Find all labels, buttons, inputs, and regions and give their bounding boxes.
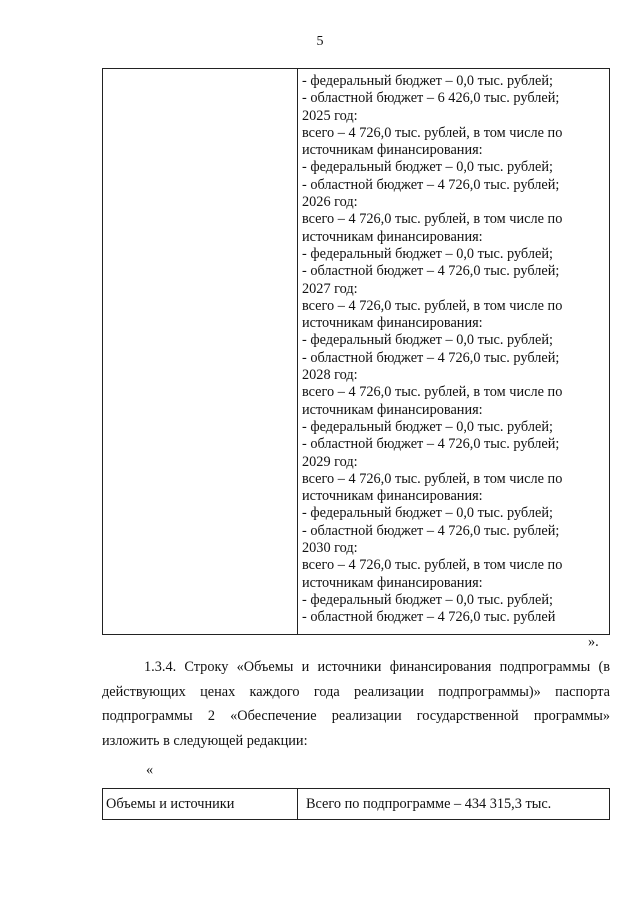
financing-line: всего – 4 726,0 тыс. рублей, в том числе по — [302, 297, 563, 314]
financing-line: - федеральный бюджет – 0,0 тыс. рублей; — [302, 245, 553, 262]
financing-line: 2027 год: — [302, 280, 358, 297]
financing-line: - федеральный бюджет – 0,0 тыс. рублей; — [302, 332, 553, 349]
financing-line: - областной бюджет – 4 726,0 тыс. рублей — [302, 609, 556, 626]
financing-line: источникам финансирования: — [302, 142, 483, 159]
new-financing-table — [102, 788, 610, 820]
financing-line: - областной бюджет – 4 726,0 тыс. рублей; — [302, 263, 560, 280]
amendment-paragraph: 1.3.4. Строку «Объемы и источники финансирования подпрограммы (в действующих ценах каждого года реализации подпрограммы)» паспорта подпрограммы 2 «Обеспечение реализации государственной программы» изложить в следующей редакции: — [102, 659, 610, 749]
new-table-label-cell: Объемы и источники — [103, 789, 298, 819]
financing-line: всего – 4 726,0 тыс. рублей, в том числе по — [302, 384, 563, 401]
financing-line: 2026 год: — [302, 194, 358, 211]
financing-line: источникам финансирования: — [302, 228, 483, 245]
financing-line: источникам финансирования: — [302, 488, 483, 505]
financing-line: источникам финансирования: — [302, 315, 483, 332]
financing-line: - областной бюджет – 4 726,0 тыс. рублей; — [302, 436, 560, 453]
page-number: 5 — [316, 34, 324, 49]
financing-line: источникам финансирования: — [302, 574, 483, 591]
financing-table — [102, 68, 610, 635]
financing-line: источникам финансирования: — [302, 401, 483, 418]
financing-line: всего – 4 726,0 тыс. рублей, в том числе по — [302, 557, 563, 574]
closing-quote: ». — [588, 634, 599, 650]
new-table-value-cell: Всего по подпрограмме – 434 315,3 тыс. — [306, 796, 552, 812]
financing-line: 2028 год: — [302, 367, 358, 384]
financing-line: всего – 4 726,0 тыс. рублей, в том числе по — [302, 470, 563, 487]
financing-line: всего – 4 726,0 тыс. рублей, в том числе по — [302, 124, 563, 141]
financing-line: всего – 4 726,0 тыс. рублей, в том числе по — [302, 211, 563, 228]
financing-line: - федеральный бюджет – 0,0 тыс. рублей; — [302, 159, 553, 176]
financing-line: - областной бюджет – 4 726,0 тыс. рублей; — [302, 349, 560, 366]
financing-line: - федеральный бюджет – 0,0 тыс. рублей; — [302, 591, 553, 608]
opening-quote: « — [146, 762, 154, 778]
financing-line: - областной бюджет – 6 426,0 тыс. рублей; — [302, 90, 560, 107]
financing-line: - областной бюджет – 4 726,0 тыс. рублей; — [302, 176, 560, 193]
financing-table-label-cell — [103, 69, 298, 634]
financing-line: 2030 год: — [302, 540, 358, 557]
financing-table-value-cell — [302, 73, 607, 627]
financing-line: - федеральный бюджет – 0,0 тыс. рублей; — [302, 73, 553, 89]
financing-line: - областной бюджет – 4 726,0 тыс. рублей; — [302, 522, 560, 539]
financing-line: 2029 год: — [302, 453, 358, 470]
financing-line: 2025 год: — [302, 107, 358, 124]
financing-line: - федеральный бюджет – 0,0 тыс. рублей; — [302, 418, 553, 435]
financing-line: - федеральный бюджет – 0,0 тыс. рублей; — [302, 505, 553, 522]
